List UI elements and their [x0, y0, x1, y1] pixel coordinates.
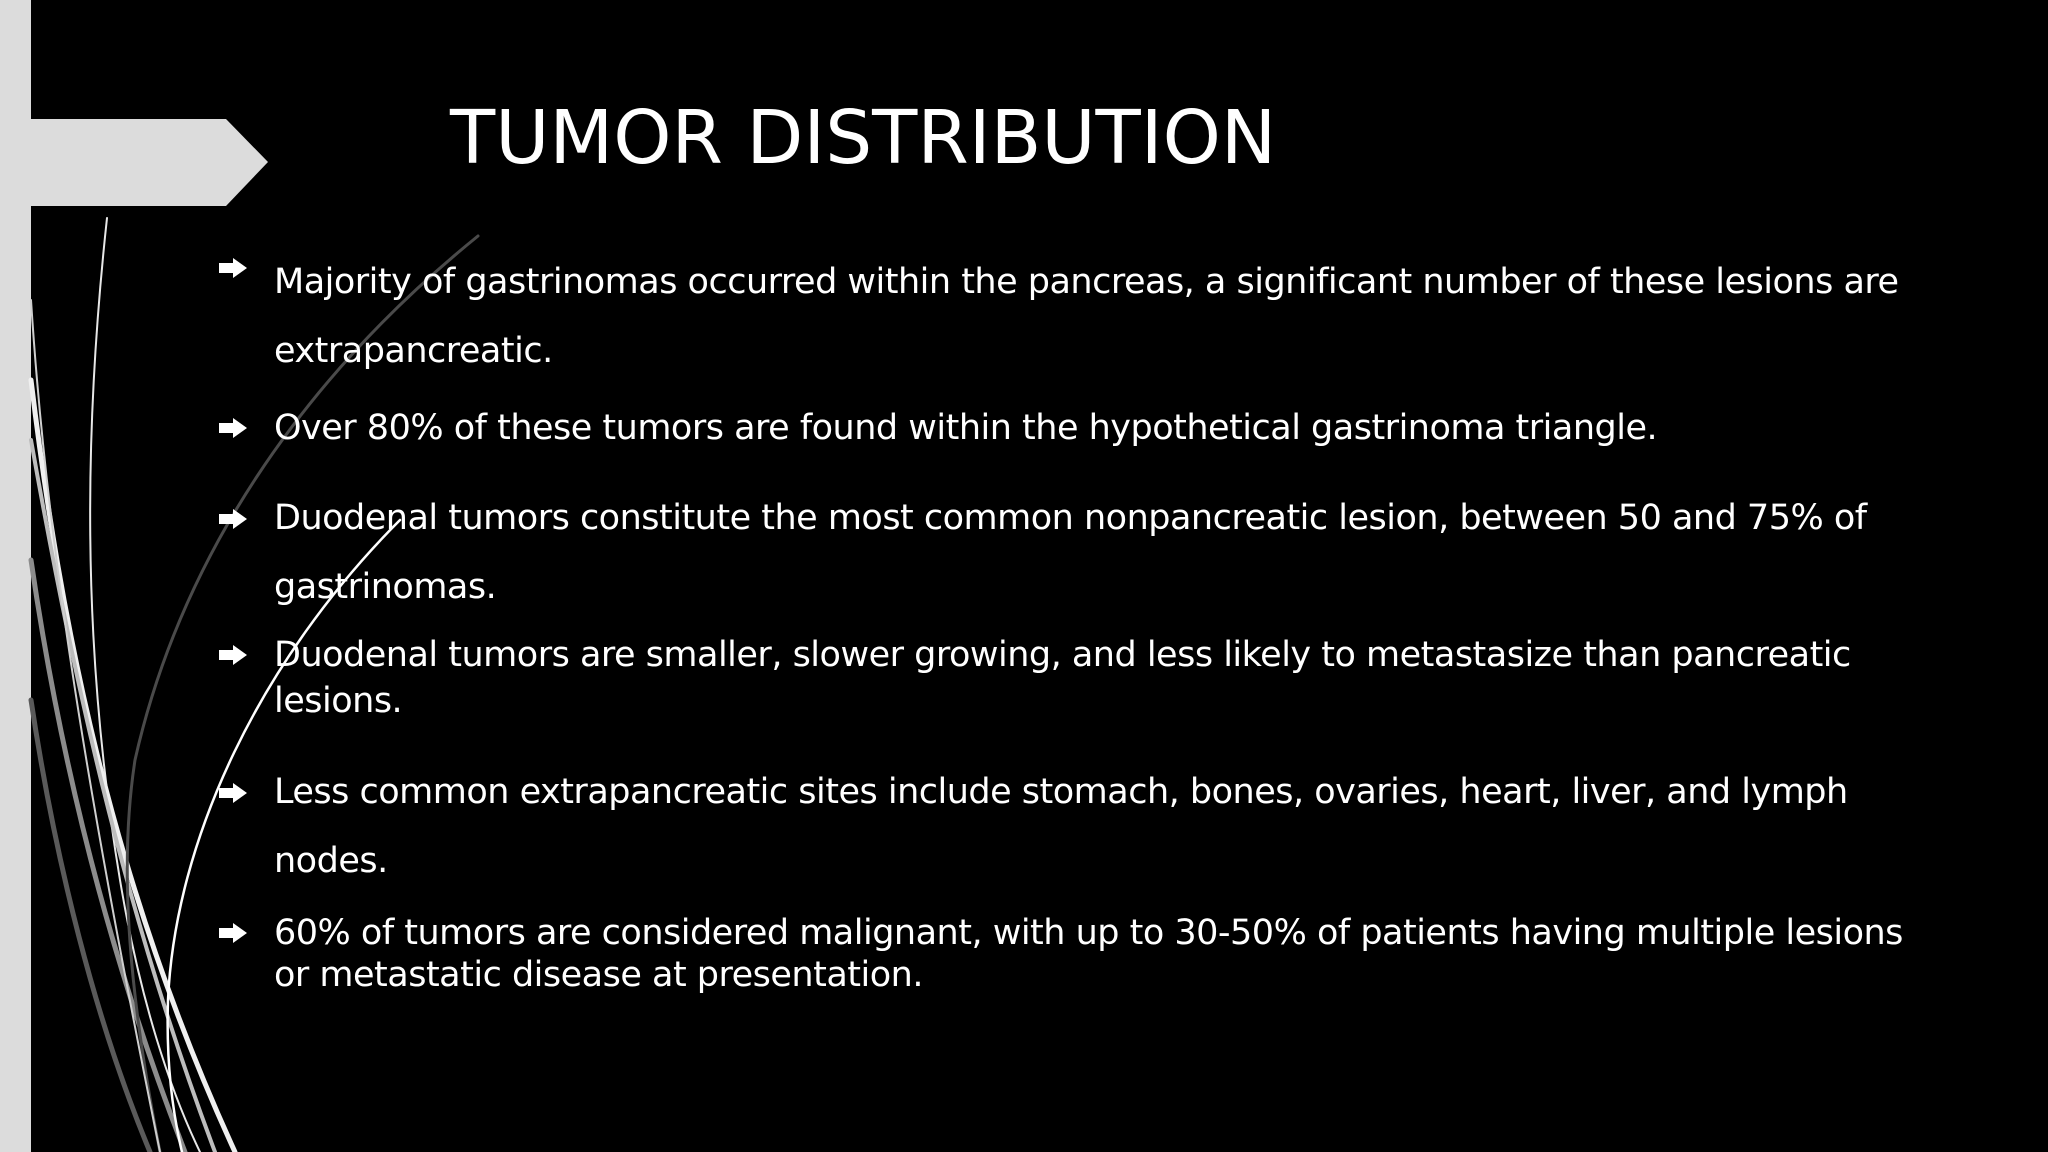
bullet-text — [274, 248, 1934, 386]
slide-title: TUMOR DISTRIBUTION — [450, 95, 1277, 181]
bullet-text — [274, 912, 1934, 996]
bullet-text-line: Less common extrapancreatic sites include stomach, bones, ovaries, heart, liver, and lymph — [274, 772, 1848, 812]
bullet-text — [274, 484, 1934, 622]
bullet-text-line: gastrinomas. — [274, 567, 497, 607]
bullet-text — [274, 758, 1934, 896]
bullet-text — [274, 406, 1934, 450]
bullet-text-line: Duodenal tumors are smaller, slower growing, and less likely to metastasize than pancreatic — [274, 635, 1851, 675]
arrow-right-icon — [218, 508, 248, 530]
bullet-text — [274, 632, 1934, 724]
bullet-text-line: Duodenal tumors constitute the most common nonpancreatic lesion, between 50 and 75% of — [274, 498, 1867, 538]
arrow-right-icon — [218, 644, 248, 666]
bullet-text-line: or metastatic disease at presentation. — [274, 955, 923, 995]
bullet-text-line: 60% of tumors are considered malignant, with up to 30-50% of patients having multiple lesions — [274, 913, 1903, 953]
bullet-text-line: extrapancreatic. — [274, 331, 553, 371]
arrow-right-icon — [218, 782, 248, 804]
arrow-right-icon — [218, 257, 248, 279]
bullet-text-line: Over 80% of these tumors are found within the hypothetical gastrinoma triangle. — [274, 408, 1658, 448]
bullet-text-line: Majority of gastrinomas occurred within the pancreas, a significant number of these lesions are — [274, 262, 1899, 302]
bullet-text-line: lesions. — [274, 681, 403, 721]
arrow-right-icon — [218, 417, 248, 439]
arrow-right-icon — [218, 922, 248, 944]
bullet-text-line: nodes. — [274, 841, 388, 881]
